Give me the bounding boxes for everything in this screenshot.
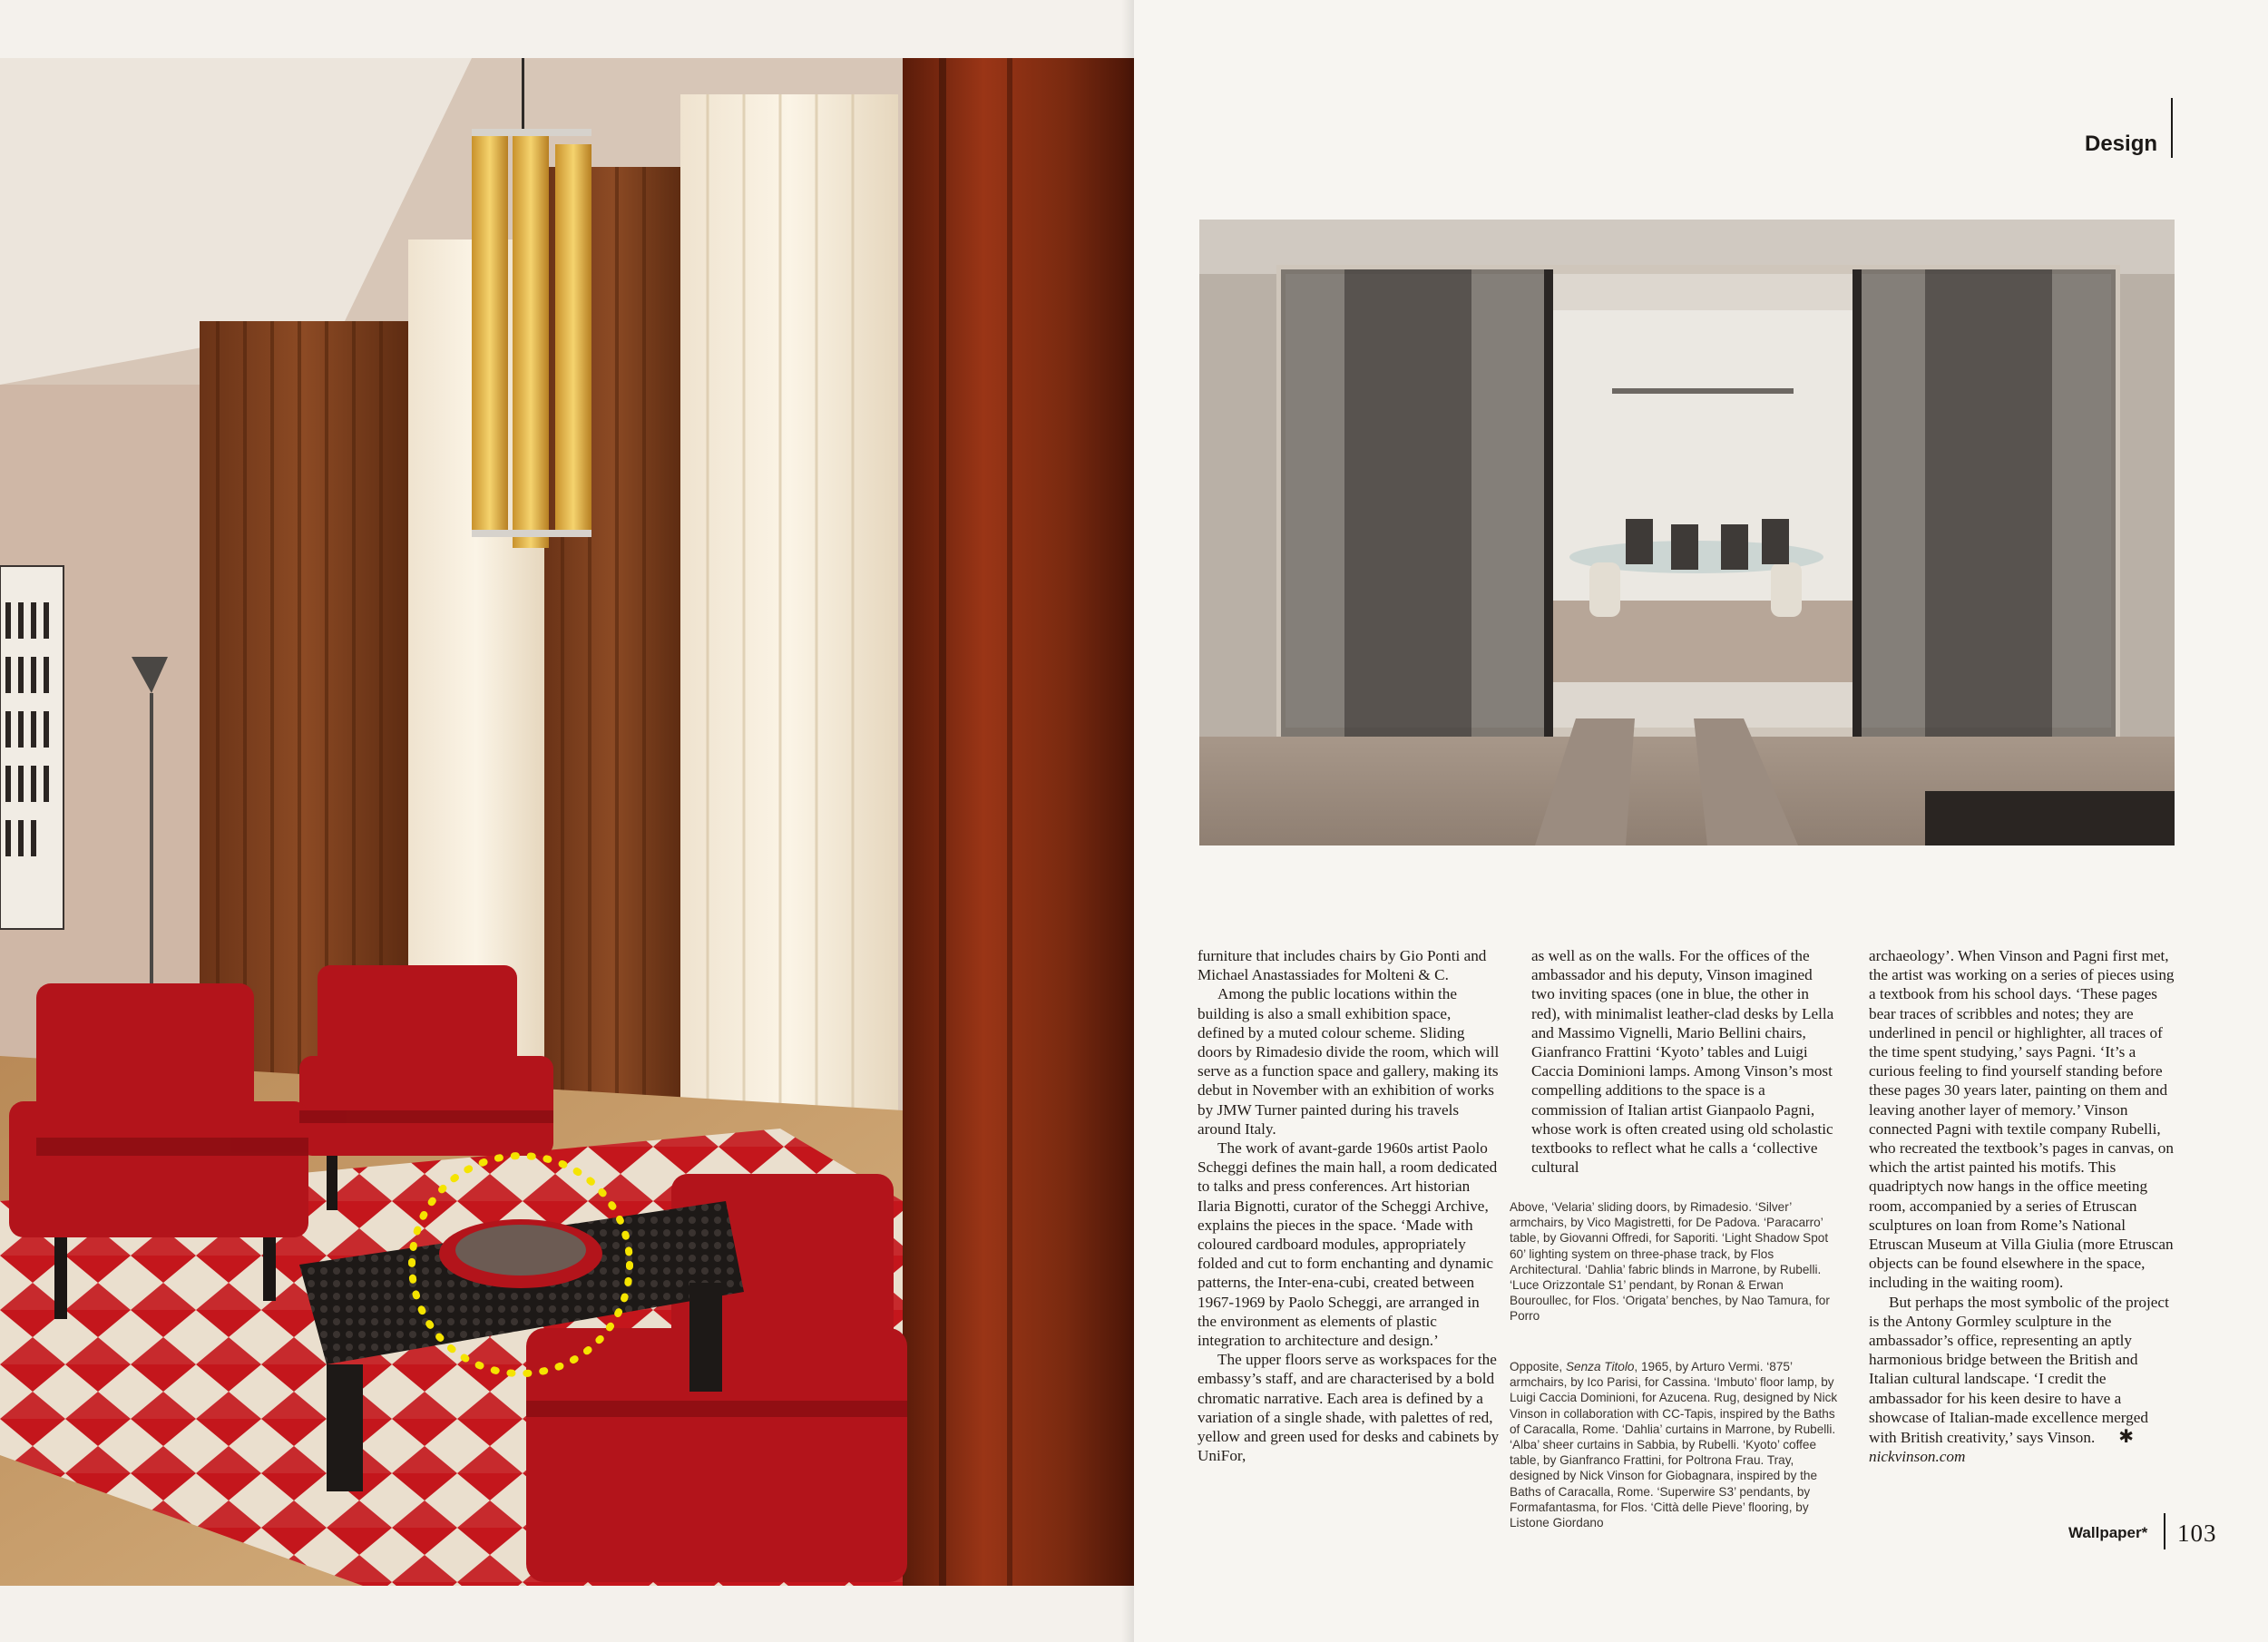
article-column-2 <box>1531 946 1838 1177</box>
article-paragraph: The work of avant-garde 1960s artist Paolo Scheggi defines the main hall, a room dedicated to talks and press conferences. Art historian Ilaria Bignotti, curator of the Scheggi Archive, explains the pieces in the space. ‘Made with coloured cardboard modules, appropriately folded and cut to form enchanting and dynamic patterns, the Inter-ena-cubi, created between 1967-1969 by Paolo Scheggi, are arranged in the environment as elements of plastic integration to architecture and design.’ <box>1198 1139 1498 1350</box>
page-number: 103 <box>2177 1520 2217 1547</box>
article-paragraph: archaeology’. When Vinson and Pagni first met, the artist was working on a series of pieces using a textbook from his school days. ‘These pages bear traces of scribbles and notes; they are underlined in pencil or highlighter, all traces of the time spent studying,’ says Pagni. ‘It’s a curious feeling to find yourself standing before these pages 30 years later, painting on them and leaving another layer of memory.’ Vinson connected Pagni with textile company Rubelli, who recreated the textbook’s pages in canvas, on which the artist painted his motifs. This quadriptych now hangs in the office meeting room, accompanied by a series of Etruscan sculptures on loan from Rome’s National Etruscan Museum at Villa Giulia (more Etruscan objects can be found elsewhere in the space, including in the waiting room). <box>1869 947 2175 1292</box>
photo-caption-opposite <box>1510 1359 1843 1530</box>
exhibition-room-illustration <box>1199 220 2175 845</box>
article-paragraph: The upper floors serve as workspaces for the embassy’s staff, and are characterised by a bold chromatic narrative. Each area is defined by a variation of a single shade, with palettes of red, yellow and green used for desks and cabinets by UniFor, <box>1198 1351 1500 1465</box>
footer-brand-wordmark: Wallpaper* <box>2068 1524 2148 1541</box>
article-paragraph: as well as on the walls. For the offices of the ambassador and his deputy, Vinson imagined two inviting spaces (one in blue, the other in red), with minimalist leather-clad desks by Lella and Massimo Vignelli, Mario Bellini chairs, Gianfranco Frattini ‘Kyoto’ tables and Luigi Caccia Dominioni lamps. Among Vinson’s most compelling additions to the space is a commission of Italian artist Gianpaolo Pagni, whose work is often created using old scholastic textbooks to reflect what he calls a ‘collective cultural <box>1531 947 1834 1177</box>
article-paragraph: furniture that includes chairs by Gio Ponti and Michael Anastassiades for Molteni & C. <box>1198 947 1487 984</box>
section-label-rule <box>2171 98 2173 158</box>
photo-caption-above: Above, ‘Velaria’ sliding doors, by Rimadesio. ‘Silver’ armchairs, by Vico Magistretti, for De Padova. ‘Paracarro’ table, by Giovanni Offredi, for Saporiti. ‘Light Shadow Spot 60’ lighting system on three-phase track, by Flos Architectural. ‘Dahlia’ fabric blinds in Marrone, by Rubelli. ‘Luce Orizzontale S1’ pendant, by Ronan & Erwan Bouroullec, for Flos. ‘Origata’ benches, by Nao Tamura, for Porro <box>1510 1200 1830 1324</box>
article-paragraph-final <box>1869 1293 2175 1448</box>
exhibition-room-photo <box>1199 220 2175 845</box>
caption-text: , 1965, by Arturo Vermi. ‘875’ armchairs, by Ico Parisi, for Cassina. ‘Imbuto’ floor lamp, by Luigi Caccia Dominioni, for Azucena. Rug, designed by Nick Vinson in collaboration with CC-Tapis, inspired by the Baths of Caracalla, Rome. ‘Dahlia’ curtains in Marrone, by Rubelli. ‘Alba’ sheer curtains in Sabbia, by Rubelli. ‘Kyoto’ coffee table, by Gianfranco Frattini, for Poltrona Frau. Tray, designed by Nick Vinson for Giobagnara, inspired by the Baths of Caracalla, Rome. ‘Superwire S3’ pendants, by Formafantasma, for Flos. ‘Città delle Pieve’ flooring, by Listone Giordano <box>1510 1360 1838 1530</box>
closing-paragraph-text: But perhaps the most symbolic of the project is the Antony Gormley sculpture in the ambassador’s office, representing an aptly harmonious bridge between the British and Italian cultural landscape. ‘I credit the ambassador for his keen desire to have a showcase of Italian-made excellence merged with British creativity,’ says Vinson. <box>1869 1293 2169 1447</box>
footer-rule <box>2164 1513 2165 1549</box>
artwork-title: Senza Titolo <box>1565 1360 1635 1373</box>
lounge-illustration <box>0 58 1134 1586</box>
website-link[interactable]: nickvinson.com <box>1869 1448 1966 1466</box>
interior-photo-red-armchairs <box>0 58 1134 1586</box>
section-label: Design <box>2085 132 2158 156</box>
article-column-3 <box>1869 946 2175 1466</box>
article-paragraph: Among the public locations within the building is also a small exhibition space, defined by a muted colour scheme. Sliding doors by Rimadesio divide the room, which will serve as a function space and gallery, making its debut in November with an exhibition of works by JMW Turner painted during his travels around Italy. <box>1198 985 1500 1138</box>
article-column-1 <box>1198 946 1501 1465</box>
end-mark-icon: ✱ <box>2118 1425 2135 1448</box>
caption-prefix: Opposite, <box>1510 1360 1566 1373</box>
